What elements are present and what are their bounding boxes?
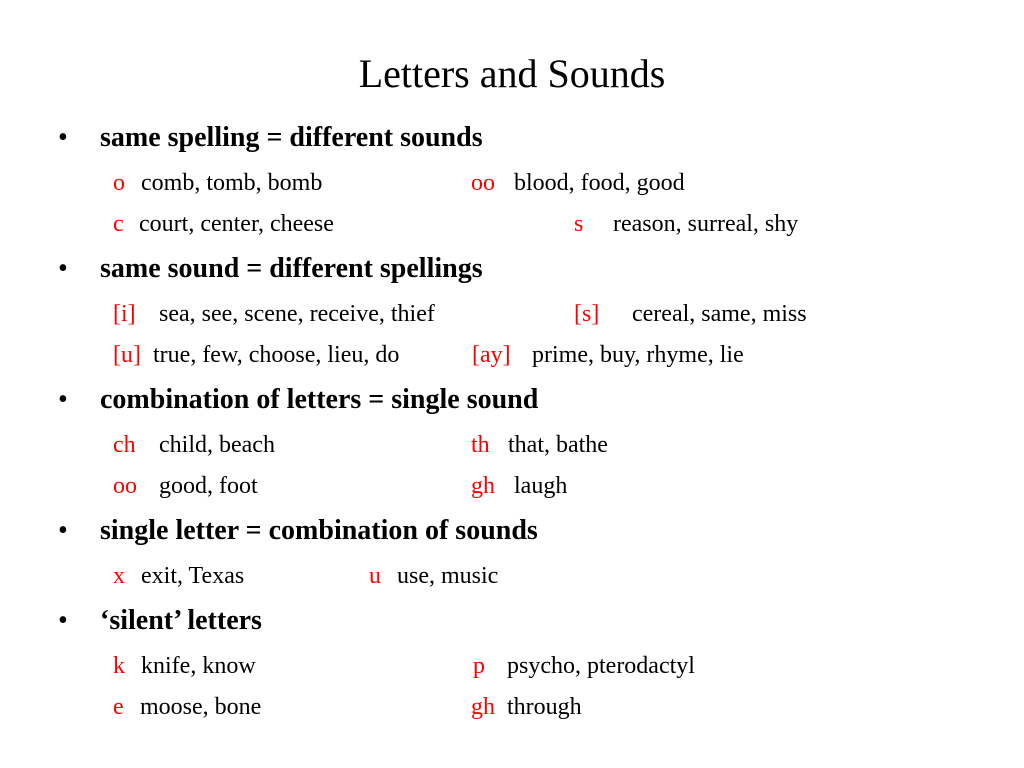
example-words: good, foot bbox=[159, 473, 258, 499]
letter-key: gh bbox=[471, 694, 495, 720]
example-words: laugh bbox=[514, 473, 568, 499]
example-words: knife, know bbox=[141, 653, 256, 679]
letter-key: [ay] bbox=[472, 342, 511, 368]
bullet-item bbox=[0, 121, 1024, 155]
letter-key: e bbox=[113, 694, 124, 720]
example-words: moose, bone bbox=[140, 694, 262, 720]
bullet-heading: single letter = combination of sounds bbox=[100, 515, 538, 546]
example-words: sea, see, scene, receive, thief bbox=[159, 301, 435, 327]
letter-key: ch bbox=[113, 432, 136, 458]
example-words: cereal, same, miss bbox=[632, 301, 807, 327]
letter-key: x bbox=[113, 563, 125, 589]
example-words: exit, Texas bbox=[141, 563, 245, 589]
letter-key: oo bbox=[471, 170, 495, 196]
example-words: true, few, choose, lieu, do bbox=[153, 342, 400, 368]
letter-key: oo bbox=[113, 473, 137, 499]
example-words: prime, buy, rhyme, lie bbox=[532, 342, 744, 368]
bullet-heading: same spelling = different sounds bbox=[100, 122, 483, 153]
example-words: child, beach bbox=[159, 432, 275, 458]
example-words: court, center, cheese bbox=[139, 211, 334, 237]
bullet-heading: same sound = different spellings bbox=[100, 253, 483, 284]
letter-key: s bbox=[574, 211, 584, 237]
bullet-item bbox=[0, 604, 1024, 638]
letter-key: gh bbox=[471, 473, 495, 499]
bullet-icon: • bbox=[58, 122, 68, 153]
bullet-item bbox=[0, 252, 1024, 286]
example-words: comb, tomb, bomb bbox=[141, 170, 323, 196]
bullet-icon: • bbox=[58, 253, 68, 284]
example-words: psycho, pterodactyl bbox=[507, 653, 695, 679]
bullet-icon: • bbox=[58, 515, 68, 546]
example-words: use, music bbox=[397, 563, 499, 589]
letter-key: k bbox=[113, 653, 125, 679]
letter-key: [u] bbox=[113, 342, 141, 368]
letter-key: p bbox=[473, 653, 485, 679]
letter-key: th bbox=[471, 432, 490, 458]
letter-key: o bbox=[113, 170, 125, 196]
example-words: reason, surreal, shy bbox=[613, 211, 799, 237]
example-words: that, bathe bbox=[508, 432, 608, 458]
letter-key: u bbox=[369, 563, 381, 589]
letter-key: c bbox=[113, 211, 124, 237]
bullet-heading: ‘silent’ letters bbox=[100, 605, 262, 636]
slide-title: Letters and Sounds bbox=[358, 51, 666, 96]
bullet-icon: • bbox=[58, 384, 68, 415]
example-words: blood, food, good bbox=[514, 170, 685, 196]
bullet-heading: combination of letters = single sound bbox=[100, 384, 539, 415]
bullet-icon: • bbox=[58, 605, 68, 636]
bullet-item bbox=[0, 383, 1024, 417]
bullet-item bbox=[0, 514, 1024, 548]
letter-key: [i] bbox=[113, 301, 136, 327]
example-words: through bbox=[507, 694, 582, 720]
letter-key: [s] bbox=[574, 301, 600, 327]
